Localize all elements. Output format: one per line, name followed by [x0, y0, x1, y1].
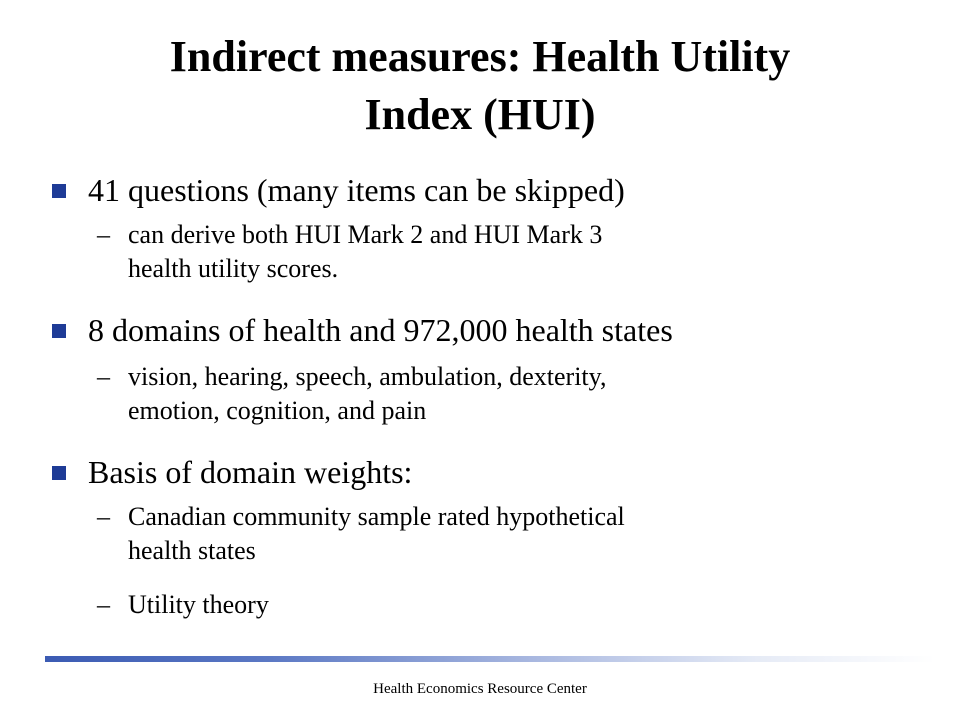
dash-icon: – [97, 590, 110, 619]
sub-bullet-line: can derive both HUI Mark 2 and HUI Mark 3 [128, 220, 603, 249]
title-line-2: Index (HUI) [364, 90, 596, 139]
bullet-text: 8 domains of health and 972,000 health states [88, 312, 673, 348]
sub-bullet-line: emotion, cognition, and pain [128, 396, 427, 425]
sub-bullet-line: vision, hearing, speech, ambulation, dexterity, [128, 362, 607, 391]
dash-icon: – [97, 362, 110, 391]
sub-bullet-line: Utility theory [128, 590, 269, 619]
bullet-square-icon [52, 324, 66, 338]
dash-icon: – [97, 502, 110, 531]
dash-icon: – [97, 220, 110, 249]
footer-text: Health Economics Resource Center [373, 681, 587, 697]
bullet-text: 41 questions (many items can be skipped) [88, 172, 625, 208]
sub-bullet-line: Canadian community sample rated hypothetical [128, 502, 625, 531]
bullet-square-icon [52, 466, 66, 480]
sub-bullet-line: health states [128, 536, 256, 565]
sub-bullet-line: health utility scores. [128, 254, 339, 283]
bullet-square-icon [52, 184, 66, 198]
footer-divider [45, 656, 935, 662]
bullet-text: Basis of domain weights: [88, 454, 413, 490]
title-line-1: Indirect measures: Health Utility [169, 32, 791, 81]
